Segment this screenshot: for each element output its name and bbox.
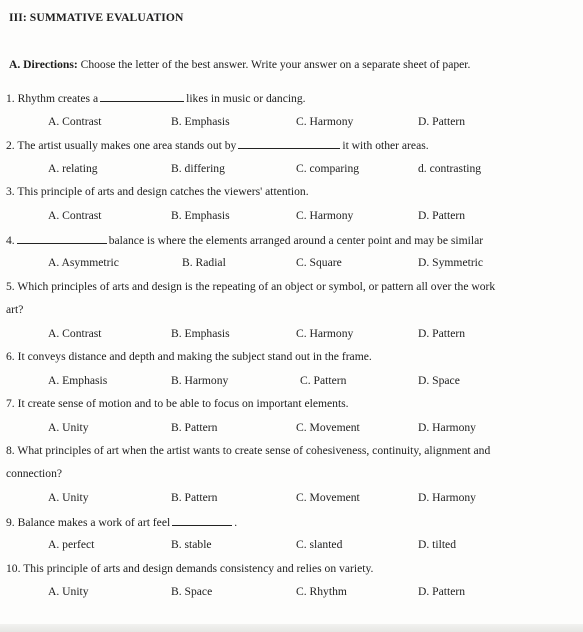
option-b: B. Emphasis [171, 115, 230, 128]
question-text: Which principles of arts and design is the repeating of an object or symbol, or pattern all over the work [17, 280, 496, 293]
option-d: D. tilted [418, 538, 456, 551]
page-bottom-edge [0, 624, 583, 632]
question-number: 2. [6, 139, 15, 152]
option-d: D. Pattern [418, 585, 466, 598]
directions-label: A. Directions: [9, 58, 78, 71]
question-number: 7. [6, 397, 15, 410]
question-number: 10. [6, 562, 21, 575]
question-number: 4. [6, 234, 15, 247]
question-text: The artist usually makes one area stands out by [17, 139, 237, 152]
option-b: B. stable [171, 538, 212, 551]
question-text: Balance makes a work of art feel [17, 516, 171, 529]
option-c: C. comparing [296, 162, 360, 175]
option-d: d. contrasting [418, 162, 482, 175]
option-b: B. Emphasis [171, 209, 230, 222]
option-a: A. Emphasis [48, 374, 108, 387]
option-c: C. Harmony [296, 115, 354, 128]
question-8 [6, 444, 490, 457]
answer-blank [100, 91, 184, 102]
question-5 [6, 280, 495, 293]
question-1 [6, 91, 306, 105]
answer-blank [17, 233, 107, 244]
question-text: It conveys distance and depth and making the subject stand out in the frame. [17, 350, 372, 363]
question-8-continued: connection? [6, 467, 63, 480]
option-b: B. Space [171, 585, 213, 598]
question-2 [6, 138, 429, 152]
option-c: C. Harmony [296, 327, 354, 340]
question-5-continued: art? [6, 303, 24, 316]
question-9 [6, 515, 237, 529]
option-a: A. relating [48, 162, 98, 175]
directions-text: Choose the letter of the best answer. Write your answer on a separate sheet of paper. [77, 58, 471, 71]
question-text: balance is where the elements arranged around a center point and may be similar [108, 234, 484, 247]
option-d: D. Pattern [418, 115, 466, 128]
question-number: 8. [6, 444, 15, 457]
option-d: D. Harmony [418, 421, 476, 434]
option-b: B. Radial [182, 256, 226, 269]
question-6 [6, 350, 372, 363]
option-c: C. Movement [296, 421, 360, 434]
option-a: A. Unity [48, 421, 89, 434]
option-b: B. Harmony [171, 374, 229, 387]
question-7 [6, 397, 349, 410]
question-3 [6, 185, 309, 198]
question-4 [6, 233, 483, 247]
question-number: 1. [6, 92, 15, 105]
option-b: B. differing [171, 162, 225, 175]
question-text: it with other areas. [342, 139, 429, 152]
question-10 [6, 562, 373, 575]
option-c: C. slanted [296, 538, 343, 551]
question-number: 3. [6, 185, 15, 198]
question-text: . [234, 516, 238, 529]
option-d: D. Space [418, 374, 460, 387]
option-d: D. Pattern [418, 327, 466, 340]
question-number: 6. [6, 350, 15, 363]
option-a: A. Unity [48, 491, 89, 504]
option-c: C. Rhythm [296, 585, 347, 598]
option-d: D. Pattern [418, 209, 466, 222]
option-b: B. Emphasis [171, 327, 230, 340]
option-a: A. Asymmetric [48, 256, 119, 269]
option-a: A. Contrast [48, 115, 102, 128]
option-a: A. Unity [48, 585, 89, 598]
question-text: What principles of art when the artist wants to create sense of cohesiveness, continuity, alignment and [17, 444, 491, 457]
option-c: C. Harmony [296, 209, 354, 222]
question-number: 5. [6, 280, 15, 293]
section-title: III: SUMMATIVE EVALUATION [9, 11, 184, 24]
option-b: B. Pattern [171, 421, 218, 434]
question-number: 9. [6, 516, 15, 529]
question-text: It create sense of motion and to be able to focus on important elements. [17, 397, 349, 410]
answer-blank [238, 138, 340, 149]
option-b: B. Pattern [171, 491, 218, 504]
option-a: A. Contrast [48, 209, 102, 222]
directions [9, 58, 470, 71]
question-text: likes in music or dancing. [186, 92, 306, 105]
question-text: Rhythm creates a [17, 92, 99, 105]
answer-blank [172, 515, 232, 526]
option-c: C. Movement [296, 491, 360, 504]
option-a: A. Contrast [48, 327, 102, 340]
option-c: C. Square [296, 256, 342, 269]
option-d: D. Harmony [418, 491, 476, 504]
option-d: D. Symmetric [418, 256, 484, 269]
question-text: This principle of arts and design catches the viewers' attention. [17, 185, 309, 198]
option-c: C. Pattern [300, 374, 347, 387]
option-a: A. perfect [48, 538, 95, 551]
question-text: This principle of arts and design demands consistency and relies on variety. [23, 562, 374, 575]
